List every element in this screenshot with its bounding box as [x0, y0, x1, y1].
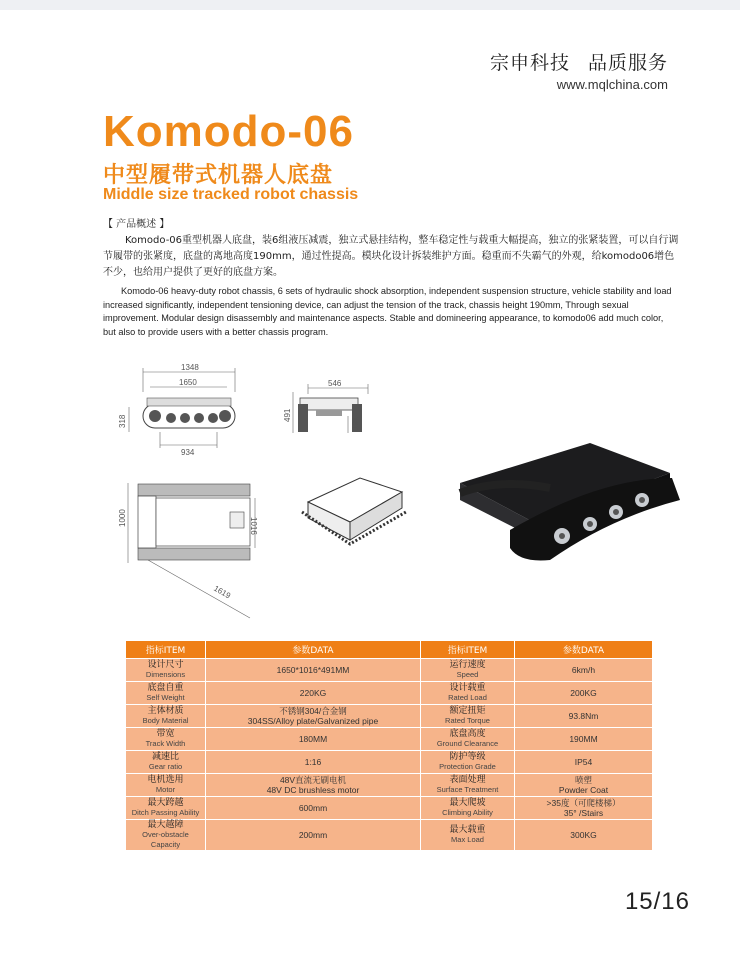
spec-label: [126, 659, 206, 682]
dim-side-inner: 1650: [179, 378, 197, 387]
spec-value: 1:16: [206, 751, 421, 774]
top-view-drawing: [110, 478, 270, 628]
product-title: Komodo-06: [103, 107, 354, 156]
dim-front-height: 491: [283, 408, 292, 422]
overview-text-en: Komodo-06 heavy-duty robot chassis, 6 sets of hydraulic shock absorption, independent suspension structure, vehicle stability and load increased significantly, independent tensioning device, can adjust the tension of the track, chassis height 190mm, Through sexual improvement. Modular design disassembly and maintenance aspects. Stable and domineering appearance, to komodo06 add much color, but also to provide users with a better chassis program.: [103, 286, 672, 337]
spec-label-en: Speed: [456, 670, 479, 679]
spec-table: [125, 640, 653, 851]
table-row: [126, 659, 653, 682]
table-row: [126, 797, 653, 820]
spec-value: [515, 774, 653, 797]
spec-label-cn: 电机选用: [147, 775, 184, 785]
spec-label: [421, 728, 515, 751]
brand-slogan: [490, 48, 668, 75]
spec-label-cn: 设计载重: [449, 683, 486, 693]
spec-label-en: Rated Torque: [445, 716, 490, 725]
spec-label: [126, 705, 206, 728]
spec-value: 200KG: [515, 682, 653, 705]
table-row: [126, 751, 653, 774]
table-row: [126, 705, 653, 728]
header-item: 指标ITEM: [421, 641, 515, 659]
spec-label: [421, 820, 515, 851]
spec-label-cn: 防护等级: [449, 752, 486, 762]
product-subtitle-en: Middle size tracked robot chassis: [103, 186, 359, 203]
spec-label-en: Motor: [155, 785, 176, 794]
spec-label-cn: 最大越障: [147, 820, 184, 830]
spec-label-en: Gear ratio: [148, 762, 183, 771]
spec-value: 1650*1016*491MM: [206, 659, 421, 682]
table-row: [126, 774, 653, 797]
spec-value-line-1: >35度（可爬楼梯）: [546, 798, 621, 808]
dim-top-diagonal: 1619: [212, 583, 233, 601]
top-bar: [0, 0, 740, 10]
spec-label-cn: 底盘高度: [449, 729, 486, 739]
spec-label-en: Surface Treatment: [436, 785, 499, 794]
spec-value: 190MM: [515, 728, 653, 751]
spec-label: [126, 797, 206, 820]
spec-label: [126, 751, 206, 774]
spec-label-cn: 设计尺寸: [147, 660, 184, 670]
product-photo: [440, 438, 685, 573]
spec-table-header: [126, 641, 653, 659]
spec-label-en: Track Width: [145, 739, 186, 748]
spec-value: [206, 774, 421, 797]
spec-value: 300KG: [515, 820, 653, 851]
spec-value: 180MM: [206, 728, 421, 751]
spec-label-cn: 运行速度: [449, 660, 486, 670]
spec-label: [421, 705, 515, 728]
spec-label-en: Ditch Passing Ability: [131, 808, 200, 817]
spec-label-en: Body Material: [142, 716, 189, 725]
spec-label-en: Self Weight: [146, 693, 185, 702]
spec-label: [421, 659, 515, 682]
spec-value: [206, 705, 421, 728]
spec-label-en: Max Load: [451, 835, 484, 844]
spec-label: [421, 751, 515, 774]
spec-label-en: Dimensions: [145, 670, 186, 679]
brand-slogan-2: 品质服务: [587, 52, 668, 74]
spec-label: [421, 797, 515, 820]
isometric-line-drawing: [290, 462, 415, 557]
spec-value-line-2: 35° /Stairs: [563, 808, 604, 818]
overview-heading: 【 产品概述 】: [103, 219, 170, 230]
spec-label-cn: 额定扭矩: [449, 706, 486, 716]
front-view-drawing: [278, 378, 383, 438]
header-data: 参数DATA: [515, 641, 653, 659]
spec-value: [515, 797, 653, 820]
spec-label-cn: 最大载重: [449, 825, 486, 835]
table-row: [126, 682, 653, 705]
spec-label-cn: 底盘自重: [147, 683, 184, 693]
spec-label-cn: 最大跨越: [147, 798, 184, 808]
brand-slogan-1: 宗申科技: [489, 52, 570, 74]
spec-label-cn: 带宽: [156, 729, 175, 739]
spec-label-en: Climbing Ability: [442, 808, 493, 817]
spec-value: 220KG: [206, 682, 421, 705]
spec-label-en: Over-obstacle Capacity: [142, 830, 189, 849]
spec-value-line-1: 48V直流无刷电机: [279, 775, 347, 785]
spec-label-en: Protection Grade: [439, 762, 496, 771]
dim-front-width: 546: [328, 379, 342, 388]
spec-label-cn: 主体材质: [147, 706, 184, 716]
spec-value: IP54: [515, 751, 653, 774]
spec-value: 600mm: [206, 797, 421, 820]
spec-label: [126, 774, 206, 797]
table-row: [126, 820, 653, 851]
spec-value: 200mm: [206, 820, 421, 851]
spec-label-cn: 表面处理: [449, 775, 486, 785]
spec-value-line-1: 喷塑: [574, 775, 592, 785]
spec-value: 6km/h: [515, 659, 653, 682]
dim-side-height: 318: [118, 414, 127, 428]
spec-label: [126, 728, 206, 751]
spec-label: [421, 682, 515, 705]
header-item: 指标ITEM: [126, 641, 206, 659]
product-subtitle-cn: 中型履带式机器人底盘: [103, 163, 334, 188]
table-row: [126, 728, 653, 751]
brand-url[interactable]: www.mqlchina.com: [556, 77, 668, 92]
spec-label: [421, 774, 515, 797]
dim-top-width: 1016: [249, 517, 258, 535]
spec-label-cn: 最大爬坡: [449, 798, 486, 808]
spec-value-line-2: Powder Coat: [558, 785, 609, 795]
page-number: 15/16: [624, 888, 690, 915]
spec-label: [126, 820, 206, 851]
dim-front-clearance: 191: [351, 416, 360, 430]
spec-label-en: Ground Clearance: [436, 739, 499, 748]
dim-side-wheelbase: 934: [181, 448, 195, 457]
dim-side-total: 1348: [181, 363, 199, 372]
spec-value-line-1: 不锈钢304/合金钢: [279, 706, 347, 716]
side-view-drawing: [115, 362, 255, 457]
spec-value-line-2: 304SS/Alloy plate/Galvanized pipe: [247, 716, 379, 726]
spec-value: 93.8Nm: [515, 705, 653, 728]
header-data: 参数DATA: [206, 641, 421, 659]
spec-label-en: Rated Load: [448, 693, 487, 702]
dim-top-length: 1000: [118, 509, 127, 527]
spec-label-cn: 减速比: [151, 752, 179, 762]
overview-text-cn: Komodo-06重型机器人底盘，装6组液压减震，独立式悬挂结构，整车稳定性与载重大幅提高，独立的张紧装置，可以自行调节履带的张紧度，底盘的离地高度190mm，通过性提高。模块化设计拆装维护方面。稳重而不失霸气的外观，给komodo06增色不少，也给用户提供了更好的底盘方案。: [103, 235, 679, 278]
spec-value-line-2: 48V DC brushless motor: [266, 785, 360, 795]
spec-label: [126, 682, 206, 705]
brand-header: [490, 48, 668, 92]
